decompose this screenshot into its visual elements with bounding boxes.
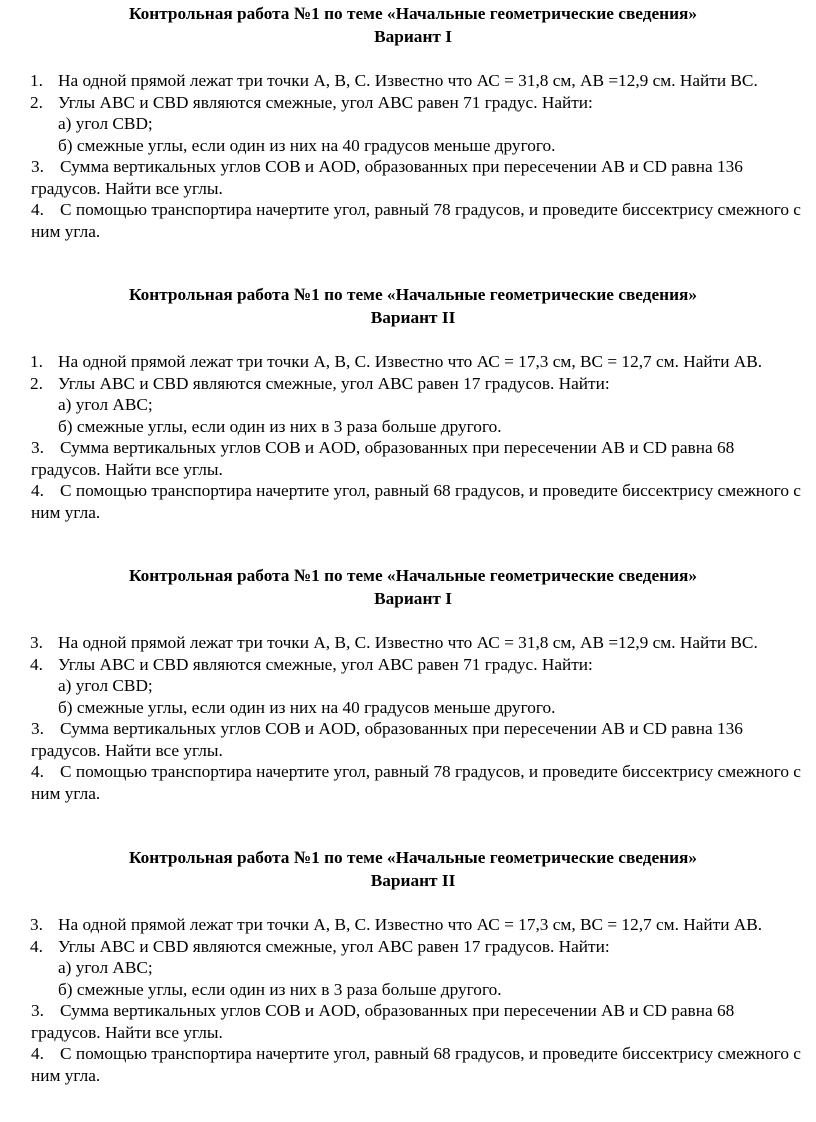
variant-label: Вариант I — [374, 27, 452, 46]
question-text: Углы АВС и CBD являются смежные, угол АВС равен 71 градус. Найти: — [58, 654, 593, 674]
test-variant-block — [0, 2, 816, 242]
question-number: 4. — [31, 481, 44, 500]
question-1 — [0, 351, 816, 373]
question-text: Сумма вертикальных углов СОВ и AOD, образованных при пересечении АВ и CD равна 68 градусов. Найти все углы. — [31, 438, 735, 479]
question-2 — [0, 936, 816, 958]
question-3 — [0, 718, 816, 761]
test-title: Контрольная работа №1 по теме «Начальные геометрические сведения» — [128, 4, 698, 23]
question-text: С помощью транспортира начертите угол, равный 78 градусов, и проведите биссектрису смежного с ним угла. — [31, 762, 801, 803]
question-text: На одной прямой лежат три точки А, В, С. Известно что АС = 31,8 см, АВ =12,9 см. Найти ВС. — [58, 633, 758, 652]
blank-line — [0, 610, 816, 632]
test-variant-block — [0, 564, 816, 804]
question-number: 4. — [31, 762, 44, 781]
question-number: 4. — [30, 936, 43, 956]
question-2 — [0, 654, 816, 676]
question-text: Углы АВС и CBD являются смежные, угол АВС равен 17 градусов. Найти: — [58, 373, 610, 393]
question-3 — [0, 437, 816, 480]
question-3 — [0, 156, 816, 199]
question-3 — [0, 1000, 816, 1043]
question-2-part-b: б) смежные углы, если один из них в 3 раза больше другого. — [58, 416, 502, 436]
question-1 — [0, 914, 816, 936]
question-text: Сумма вертикальных углов СОВ и AOD, образованных при пересечении АВ и CD равна 136 градусов. Найти все углы. — [31, 719, 743, 760]
question-2 — [0, 92, 816, 114]
variant-label: Вариант II — [370, 308, 456, 327]
test-title: Контрольная работа №1 по теме «Начальные геометрические сведения» — [128, 285, 698, 304]
question-text: С помощью транспортира начертите угол, равный 68 градусов, и проведите биссектрису смежного с ним угла. — [31, 1044, 801, 1085]
question-2-part-b: б) смежные углы, если один из них на 40 градусов меньше другого. — [58, 135, 556, 155]
test-title: Контрольная работа №1 по теме «Начальные геометрические сведения» — [128, 848, 698, 867]
variant-label: Вариант I — [374, 589, 452, 608]
question-2-part-a: а) угол CBD; — [58, 676, 153, 695]
question-text: С помощью транспортира начертите угол, равный 68 градусов, и проведите биссектрису смежного с ним угла. — [31, 481, 801, 522]
question-number: 1. — [30, 71, 43, 90]
question-number: 3. — [31, 719, 44, 738]
variant-label: Вариант II — [370, 871, 456, 890]
question-2-part-a: а) угол АВС; — [58, 395, 153, 414]
question-2 — [0, 373, 816, 395]
question-2-part-b: б) смежные углы, если один из них в 3 раза больше другого. — [58, 979, 502, 999]
question-number: 3. — [31, 438, 44, 457]
question-4 — [0, 1043, 816, 1086]
blank-line — [0, 892, 816, 914]
question-number: 4. — [31, 1044, 44, 1063]
question-number: 3. — [31, 157, 44, 176]
test-variant-block — [0, 283, 816, 523]
question-number: 1. — [30, 352, 43, 371]
blank-line — [0, 48, 816, 70]
test-title: Контрольная работа №1 по теме «Начальные геометрические сведения» — [128, 566, 698, 585]
question-1 — [0, 632, 816, 654]
question-text: Углы АВС и CBD являются смежные, угол АВС равен 17 градусов. Найти: — [58, 936, 610, 956]
question-text: Сумма вертикальных углов СОВ и AOD, образованных при пересечении АВ и CD равна 68 градусов. Найти все углы. — [31, 1001, 735, 1042]
question-4 — [0, 480, 816, 523]
question-text: На одной прямой лежат три точки А, В, С. Известно что АС = 17,3 см, ВС = 12,7 см. Найти АВ. — [58, 915, 763, 934]
question-number: 3. — [30, 633, 43, 652]
blank-line — [0, 329, 816, 351]
question-number: 3. — [31, 1001, 44, 1020]
question-number: 2. — [30, 92, 43, 112]
question-number: 4. — [31, 200, 44, 219]
question-4 — [0, 199, 816, 242]
question-text: С помощью транспортира начертите угол, равный 78 градусов, и проведите биссектрису смежного с ним угла. — [31, 200, 801, 241]
question-1 — [0, 70, 816, 92]
question-number: 2. — [30, 373, 43, 393]
question-text: На одной прямой лежат три точки А, В, С. Известно что АС = 17,3 см, ВС = 12,7 см. Найти АВ. — [58, 352, 763, 371]
question-number: 3. — [30, 915, 43, 934]
question-2-part-b: б) смежные углы, если один из них на 40 градусов меньше другого. — [58, 697, 556, 717]
test-variant-block — [0, 846, 816, 1086]
question-4 — [0, 761, 816, 804]
question-number: 4. — [30, 654, 43, 674]
question-text: На одной прямой лежат три точки А, В, С. Известно что АС = 31,8 см, АВ =12,9 см. Найти ВС. — [58, 71, 758, 90]
question-2-part-a: а) угол АВС; — [58, 958, 153, 977]
question-2-part-a: а) угол CBD; — [58, 114, 153, 133]
question-text: Сумма вертикальных углов СОВ и AOD, образованных при пересечении АВ и CD равна 136 градусов. Найти все углы. — [31, 157, 743, 198]
question-text: Углы АВС и CBD являются смежные, угол АВС равен 71 градус. Найти: — [58, 92, 593, 112]
